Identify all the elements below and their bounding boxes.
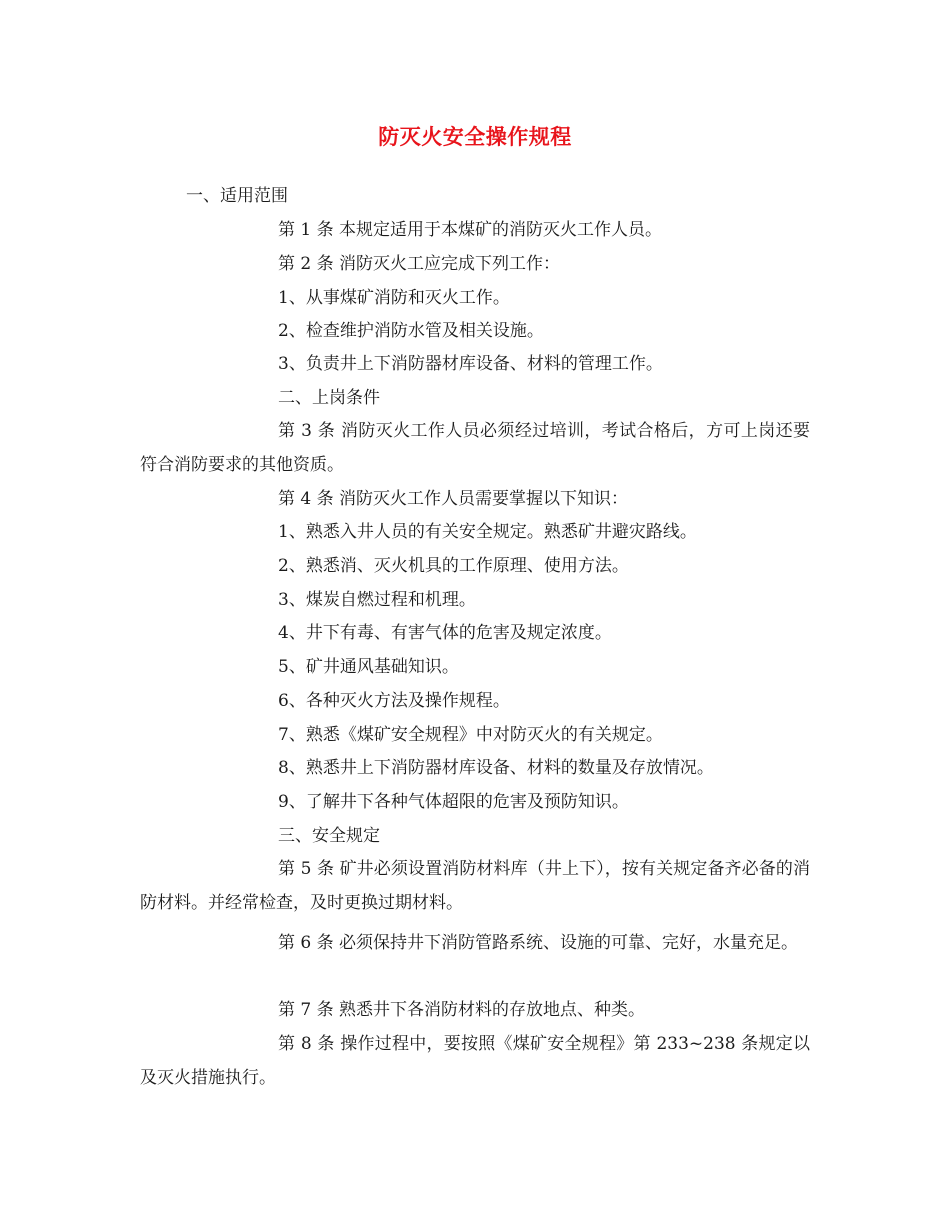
article-1: 第 1 条 本规定适用于本煤矿的消防灭火工作人员。: [278, 220, 663, 240]
article-3: 第 3 条 消防灭火工作人员必须经过培训，考试合格后，方可上岗还要符合消防要求的其他资质。: [140, 421, 810, 475]
article-2-item-1: 1、从事煤矿消防和灭火工作。: [278, 288, 510, 308]
article-4-item-8: 8、熟悉井上下消防器材库设备、材料的数量及存放情况。: [278, 758, 714, 778]
article-5: 第 5 条 矿井必须设置消防材料库（井上下），按有关规定备齐必备的消防材料。并经常检查，及时更换过期材料。: [140, 859, 810, 913]
article-4-item-1: 1、熟悉入井人员的有关安全规定。熟悉矿井避灾路线。: [278, 522, 697, 542]
article-4-item-6: 6、各种灭火方法及操作规程。: [278, 691, 510, 711]
article-6: 第 6 条 必须保持井下消防管路系统、设施的可靠、完好，水量充足。: [278, 933, 799, 953]
article-4: 第 4 条 消防灭火工作人员需要掌握以下知识：: [278, 489, 629, 509]
article-7: 第 7 条 熟悉井下各消防材料的存放地点、种类。: [278, 1000, 646, 1020]
document-title: 防灭火安全操作规程: [378, 124, 572, 149]
article-4-item-5: 5、矿井通风基础知识。: [278, 657, 459, 677]
section-heading-qualifications: 二、上岗条件: [278, 388, 380, 408]
article-4-item-4: 4、井下有毒、有害气体的危害及规定浓度。: [278, 623, 612, 643]
section-heading-safety: 三、安全规定: [278, 826, 380, 846]
article-8: 第 8 条 操作过程中，要按照《煤矿安全规程》第 233~238 条规定以及灭火措施执行。: [140, 1034, 810, 1088]
article-4-item-2: 2、熟悉消、灭火机具的工作原理、使用方法。: [278, 556, 629, 576]
article-2: 第 2 条 消防灭火工应完成下列工作：: [278, 254, 561, 274]
article-4-item-9: 9、了解井下各种气体超限的危害及预防知识。: [278, 792, 629, 812]
article-4-item-7: 7、熟悉《煤矿安全规程》中对防灭火的有关规定。: [278, 725, 663, 745]
article-2-item-2: 2、检查维护消防水管及相关设施。: [278, 321, 544, 341]
article-4-item-3: 3、煤炭自燃过程和机理。: [278, 590, 476, 610]
article-2-item-3: 3、负责井上下消防器材库设备、材料的管理工作。: [278, 354, 663, 374]
section-heading-scope: 一、适用范围: [186, 186, 288, 206]
